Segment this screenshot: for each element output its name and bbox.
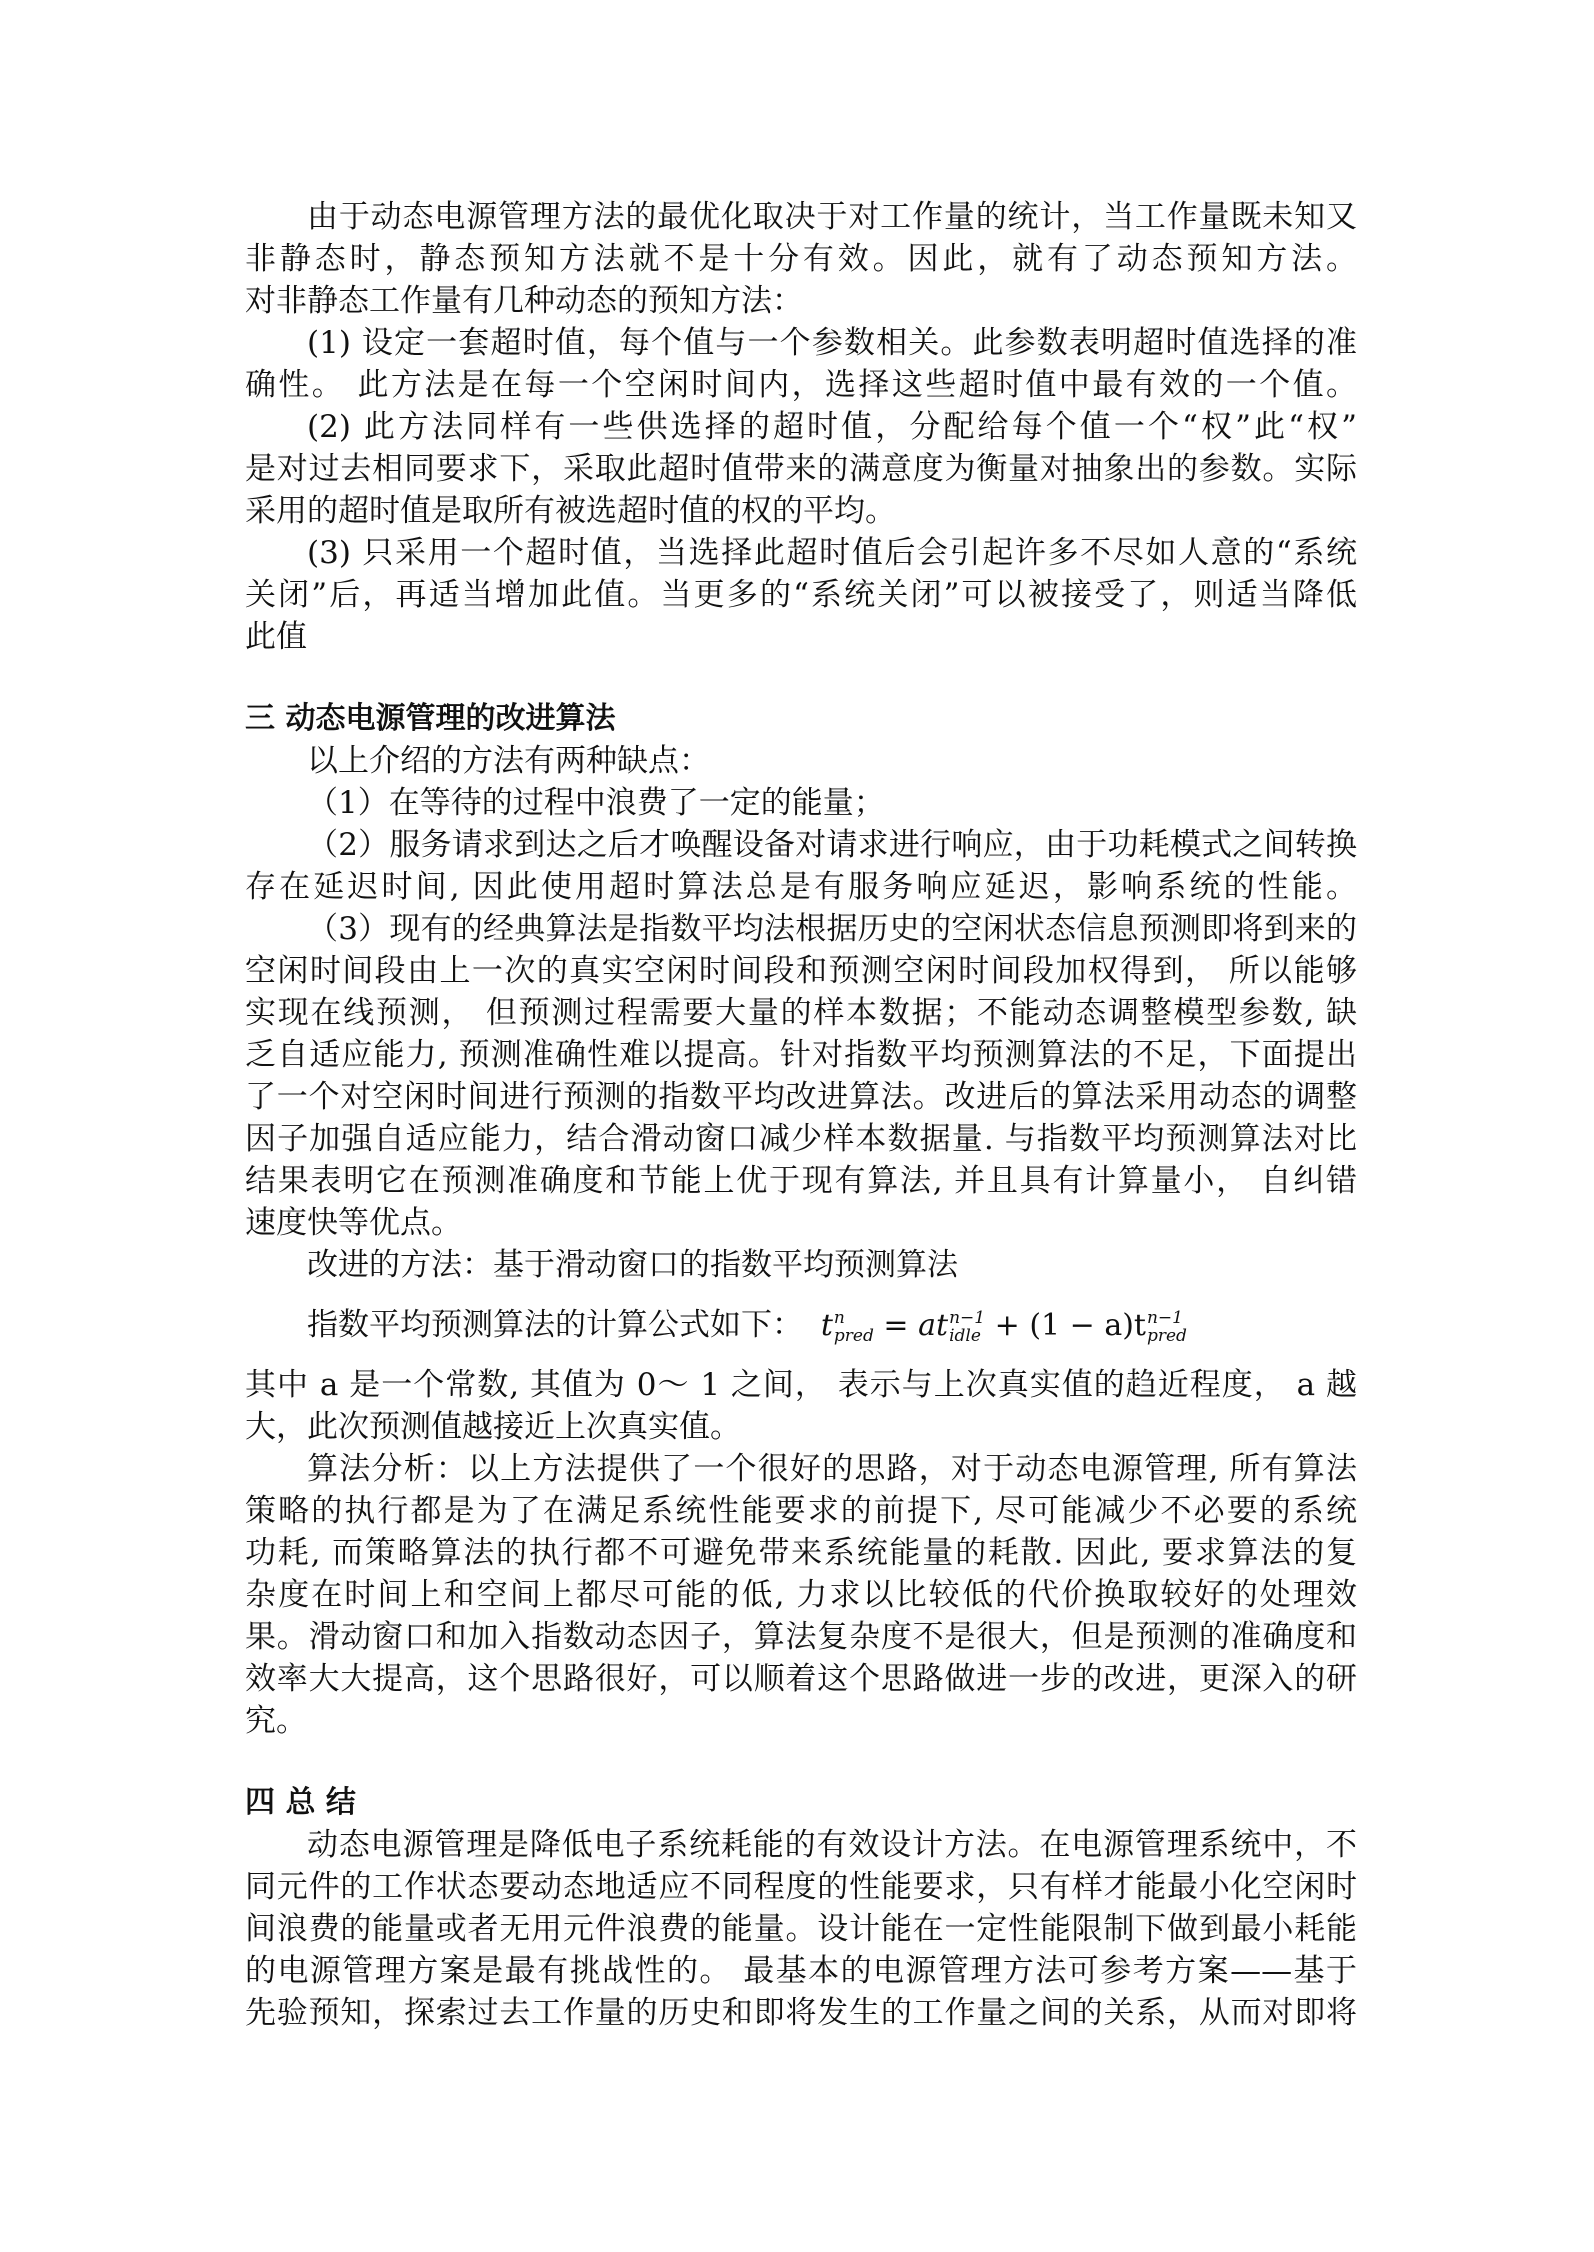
method-3 [245,532,1357,658]
text-line: （1）在等待的过程中浪费了一定的能量； [307,785,885,821]
prediction-formula [821,1309,1187,1345]
text-line: 因子加强自适应能力，结合滑动窗口减少样本数据量. 与指数平均预测算法对比 [245,1121,1357,1157]
text-line: 效率大大提高，这个思路很好，可以顺着这个思路做进一步的改进，更深入的研 [245,1661,1357,1697]
algorithm-analysis [245,1448,1357,1742]
text-line: 了一个对空闲时间进行预测的指数平均改进算法。改进后的算法采用动态的调整 [245,1079,1357,1115]
text-line: 间浪费的能量或者无用元件浪费的能量。设计能在一定性能限制下做到最小耗能 [245,1911,1357,1947]
text-line: 是对过去相同要求下，采取此超时值带来的满意度为衡量对抽象出的参数。实际 [245,451,1357,487]
formula-plus: + [994,1307,1020,1343]
formula-sup-nm1: n−1 [949,1307,986,1328]
text-line: 此值 [245,619,307,655]
text-line: 非静态时，静态预知方法就不是十分有效。因此，就有了动态预知方法。 [245,241,1357,277]
formula-line [245,1286,1357,1364]
text-line: 以上介绍的方法有两种缺点： [307,743,710,779]
text-line: 大，此次预测值越接近上次真实值。 [245,1409,741,1445]
text-line: 由于动态电源管理方法的最优化取决于对工作量的统计，当工作量既未知又 [307,199,1357,235]
formula-sup-n: n [833,1307,845,1328]
text-line: 采用的超时值是取所有被选超时值的权的平均。 [245,493,896,529]
document-page [245,196,1357,2034]
text-line: 实现在线预测， 但预测过程需要大量的样本数据；不能动态调整模型参数, 缺 [245,995,1357,1031]
text-line: 速度快等优点。 [245,1205,462,1241]
text-line: 果。滑动窗口和加入指数动态因子，算法复杂度不是很大，但是预测的准确度和 [245,1619,1357,1655]
text-line: 先验预知，探索过去工作量的历史和即将发生的工作量之间的关系，从而对即将 [245,1995,1357,2031]
text-line: 杂度在时间上和空间上都尽可能的低, 力求以比较低的代价换取较好的处理效 [245,1577,1357,1613]
section-heading-4: 四 总 结 [245,1785,356,1820]
text-line: 动态电源管理是降低电子系统耗能的有效设计方法。在电源管理系统中，不 [307,1827,1357,1863]
text-line: （2）服务请求到达之后才唤醒设备对请求进行响应，由于功耗模式之间转换 [307,827,1357,863]
text-line: 功耗, 而策略算法的执行都不可避免带来系统能量的耗散. 因此, 要求算法的复 [245,1535,1357,1571]
text-line: 关闭”后，再适当增加此值。当更多的“系统关闭”可以被接受了，则适当降低 [245,577,1357,613]
text-line: 的电源管理方案是最有挑战性的。 最基本的电源管理方法可参考方案——基于 [245,1953,1357,1989]
formula-eq: = [883,1307,909,1343]
text-line: 算法分析：以上方法提供了一个很好的思路，对于动态电源管理, 所有算法 [307,1451,1357,1487]
text-line: 究。 [245,1703,307,1739]
formula-sup-nm1-2: n−1 [1146,1307,1183,1328]
text-line: 确性。 此方法是在每一个空闲时间内，选择这些超时值中最有效的一个值。 [245,367,1357,403]
formula-t: t [820,1307,833,1343]
formula-sub-pred-2: pred [1146,1325,1187,1346]
text-line: （3）现有的经典算法是指数平均法根据历史的空闲状态信息预测即将到来的 [307,911,1357,947]
text-line: 结果表明它在预测准确度和节能上优于现有算法, 并且具有计算量小， 自纠错 [245,1163,1357,1199]
text-line: 对非静态工作量有几种动态的预知方法： [245,283,803,319]
formula-intro: 指数平均预测算法的计算公式如下： [307,1307,803,1343]
text-line: 改进的方法：基于滑动窗口的指数平均预测算法 [307,1247,958,1283]
text-line: (2) 此方法同样有一些供选择的超时值，分配给每个值一个“权”此“权” [307,409,1357,445]
formula-sub-pred: pred [833,1325,874,1346]
section-4-body [245,1824,1357,2034]
formula-at: at [918,1307,949,1343]
method-2 [245,406,1357,532]
section-3-body [245,740,1357,1286]
paragraph-dynamic-prediction [245,196,1357,322]
formula-sub-idle: idle [949,1325,981,1346]
text-line: 同元件的工作状态要动态地适应不同程度的性能要求，只有样才能最小化空闲时 [245,1869,1357,1905]
text-line: 策略的执行都是为了在满足系统性能要求的前提下, 尽可能减少不必要的系统 [245,1493,1357,1529]
text-line: (1) 设定一套超时值，每个值与一个参数相关。此参数表明超时值选择的准 [307,325,1357,361]
formula-explanation [245,1364,1357,1448]
section-heading-3: 三 动态电源管理的改进算法 [245,701,616,736]
text-line: 乏自适应能力, 预测准确性难以提高。针对指数平均预测算法的不足，下面提出 [245,1037,1357,1073]
method-1 [245,322,1357,406]
text-line: 其中 a 是一个常数, 其值为 0～ 1 之间， 表示与上次真实值的趋近程度， a 越 [245,1367,1357,1403]
text-line: (3) 只采用一个超时值，当选择此超时值后会引起许多不尽如人意的“系统 [307,535,1357,571]
text-line: 存在延迟时间, 因此使用超时算法总是有服务响应延迟，影响系统的性能。 [245,869,1357,905]
formula-paren: (1 − a)t [1029,1307,1146,1343]
text-line: 空闲时间段由上一次的真实空闲时间段和预测空闲时间段加权得到， 所以能够 [245,953,1357,989]
